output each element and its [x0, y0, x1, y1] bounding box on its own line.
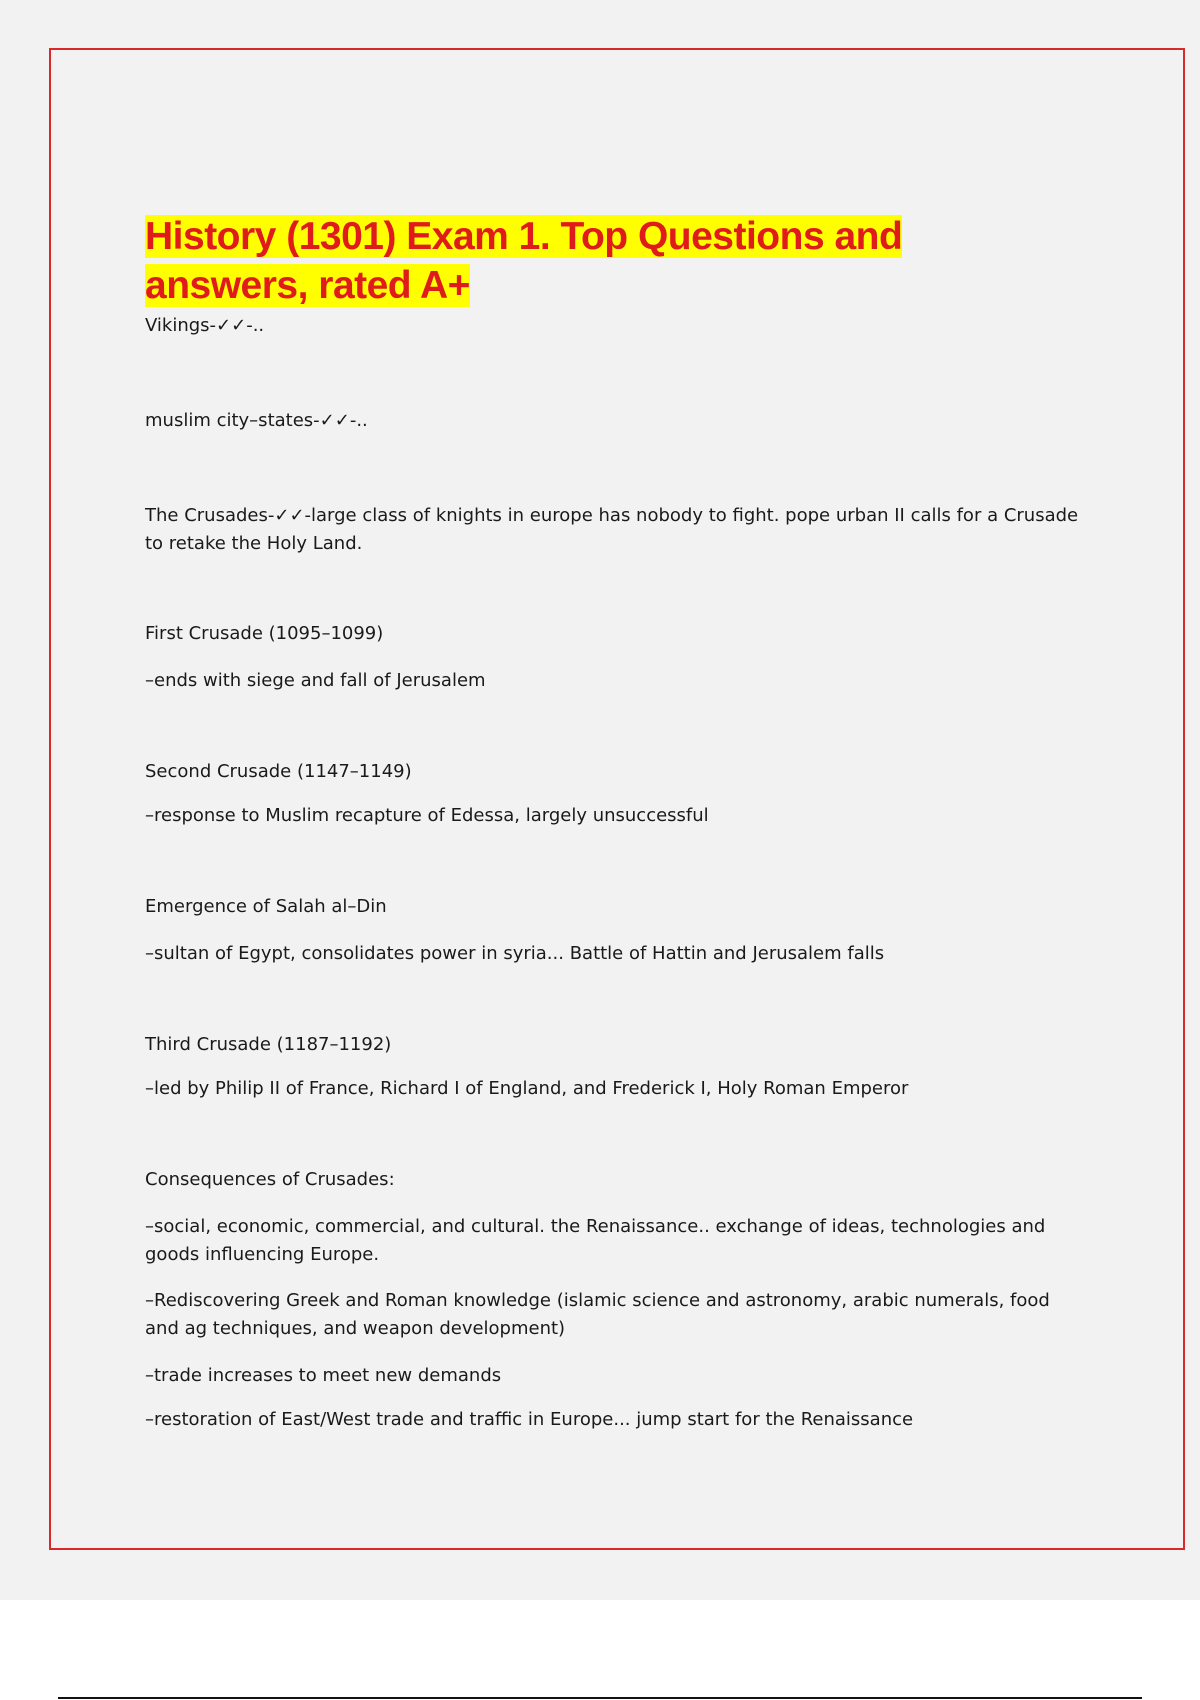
consequence-item-3: –trade increases to meet new demands — [145, 1365, 502, 1386]
entry-the-crusades: The Crusades-✓✓-large class of knights in europe has nobody to fight. pope urban II calls for a Crusade to retake the Holy Land. — [145, 505, 1079, 554]
heading-first-crusade: First Crusade (1095–1099) — [145, 623, 384, 644]
consequence-item-2: –Rediscovering Greek and Roman knowledge (islamic science and astronomy, arabic numerals, food and ag techniques, and weapon development) — [145, 1290, 1050, 1339]
heading-third-crusade: Third Crusade (1187–1192) — [145, 1034, 392, 1055]
entry-vikings: Vikings-✓✓-.. — [145, 315, 265, 336]
detail-first-crusade: –ends with siege and fall of Jerusalem — [145, 670, 486, 691]
detail-second-crusade: –response to Muslim recapture of Edessa, largely unsuccessful — [145, 805, 709, 826]
entry-muslim-city-states: muslim city–states-✓✓-.. — [145, 410, 368, 431]
detail-salah-al-din: –sultan of Egypt, consolidates power in syria... Battle of Hattin and Jerusalem falls — [145, 943, 885, 964]
consequence-item-4: –restoration of East/West trade and traffic in Europe... jump start for the Renaissance — [145, 1409, 914, 1430]
title-highlight: History (1301) Exam 1. Top Questions and answers, rated A+ — [145, 215, 903, 307]
footer-rule — [58, 1697, 1142, 1699]
heading-consequences: Consequences of Crusades: — [145, 1169, 395, 1190]
document-title — [145, 212, 1045, 310]
heading-salah-al-din: Emergence of Salah al–Din — [145, 896, 387, 917]
consequence-item-1: –social, economic, commercial, and cultural. the Renaissance.. exchange of ideas, technologies and goods influencing Europe. — [145, 1216, 1046, 1265]
detail-third-crusade: –led by Philip II of France, Richard I of England, and Frederick I, Holy Roman Emperor — [145, 1078, 909, 1099]
heading-second-crusade: Second Crusade (1147–1149) — [145, 761, 412, 782]
